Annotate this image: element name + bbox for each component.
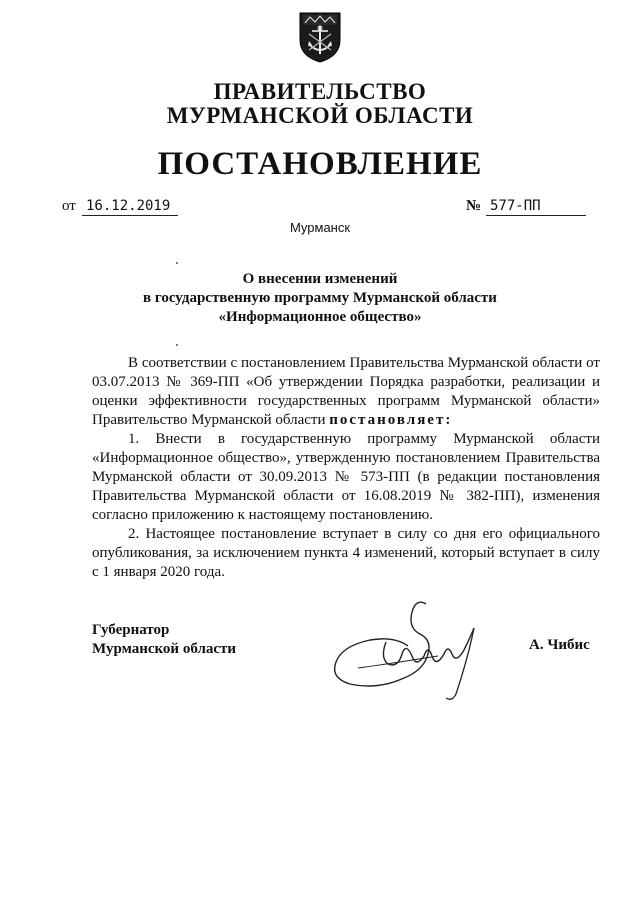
coat-of-arms-murmansk-icon bbox=[297, 10, 343, 64]
city: Мурманск bbox=[289, 220, 351, 235]
document-body bbox=[92, 354, 600, 582]
signatory-name: А. Чибис bbox=[529, 637, 590, 653]
position-line2: Мурманской области bbox=[92, 641, 237, 657]
number-prefix: № bbox=[466, 198, 482, 214]
handwritten-signature bbox=[328, 598, 496, 706]
document-title-line3: «Информационное общество» bbox=[218, 309, 422, 325]
document-type: ПОСТАНОВЛЕНИЕ bbox=[157, 146, 483, 182]
signatory-position bbox=[92, 621, 236, 659]
resolves-word: постановляет: bbox=[329, 412, 453, 428]
position-line1: Губернатор bbox=[92, 622, 170, 638]
preamble-text: В соответствии с постановлением Правительства Мурманской области от 03.07.2013 № 369-ПП «Об утверждении Порядка разработки, реализации и оценки эффективности государственных программ Мурманской области» Правительство Мурманской области bbox=[92, 355, 600, 428]
document-date: 16.12.2019 bbox=[82, 198, 178, 216]
item-1: 1. Внести в государственную программу Мурманской области «Информационное общество», утвержденную постановлением Правительства Мурманской области от 30.09.2013 № 573-ПП (в редакции постановления Правительства Мурманской области от 16.08.2019 № 382-ПП), изменения согласно приложению к настоящему постановлению. bbox=[92, 431, 600, 523]
scan-speck bbox=[176, 262, 178, 264]
document-title-line2: в государственную программу Мурманской области bbox=[143, 290, 497, 306]
date-prefix: от bbox=[62, 198, 76, 214]
document-title-line1: О внесении изменений bbox=[242, 271, 398, 287]
org-name-line1: ПРАВИТЕЛЬСТВО bbox=[213, 79, 427, 104]
document-number: 577-ПП bbox=[486, 198, 586, 216]
preamble-paragraph bbox=[92, 354, 600, 430]
org-name-line2: МУРМАНСКОЙ ОБЛАСТИ bbox=[166, 103, 474, 128]
item-2: 2. Настоящее постановление вступает в силу со дня его официального опубликования, за исключением пункта 4 изменений, который вступает в силу с 1 января 2020 года. bbox=[92, 526, 600, 580]
scan-speck bbox=[176, 344, 178, 346]
coat-of-arms-emblem bbox=[297, 10, 343, 64]
